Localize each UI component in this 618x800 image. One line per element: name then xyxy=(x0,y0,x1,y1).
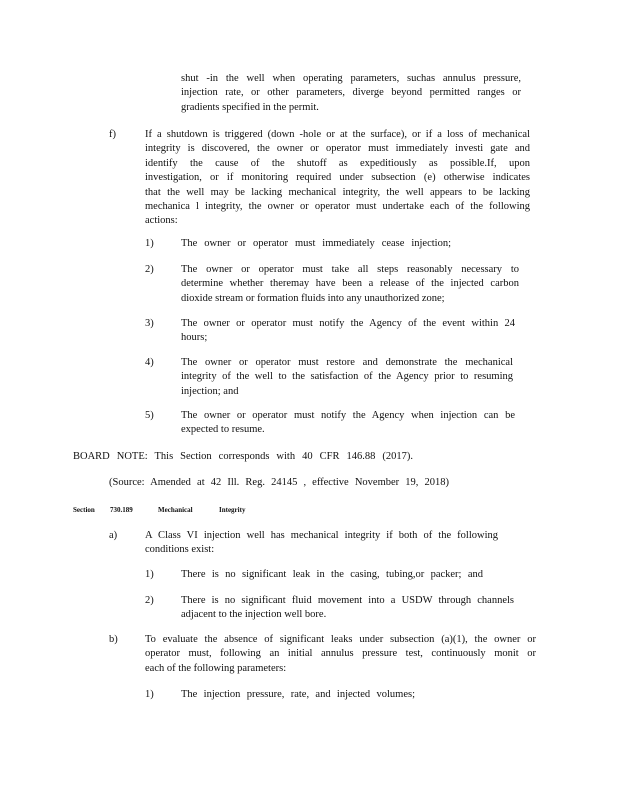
subitem-label: 1) xyxy=(145,569,154,580)
subitem-paragraph xyxy=(181,688,415,702)
subitem-paragraph xyxy=(181,317,515,346)
text-line: If a shutdown is triggered (down -hole or at the surface), or if a loss of mechanical xyxy=(145,129,530,140)
subitem-paragraph xyxy=(181,409,515,438)
text-line: actions: xyxy=(145,215,178,227)
item-f-paragraph xyxy=(145,128,530,229)
text-line: investigation, or if monitoring required under subsection (e) otherwise indicates xyxy=(145,172,530,184)
subitem-label: 5) xyxy=(145,410,154,421)
item-f-label: f) xyxy=(109,129,116,140)
text-line: To evaluate the absence of significant leaks under subsection (a)(1), the owner or xyxy=(145,634,536,645)
text-line: injection rate, or other parameters, diverge beyond permitted ranges or xyxy=(181,87,521,99)
text-line: gradients specified in the permit. xyxy=(181,101,319,113)
text-line: adjacent to the injection well bore. xyxy=(181,609,327,621)
text-line: each of the following parameters: xyxy=(145,662,287,674)
text-line: A Class VI injection well has mechanical integrity if both of the following xyxy=(145,530,498,541)
board-note-text: BOARD NOTE: This Section corresponds with 40 CFR 146.88 (2017). xyxy=(73,451,413,462)
text-line: injection; and xyxy=(181,385,239,397)
text-line: hours; xyxy=(181,332,208,344)
item-a-label: a) xyxy=(109,530,118,541)
text-line: There is no significant fluid movement into a USDW through channels xyxy=(181,595,514,606)
text-line: The owner or operator must notify the Agency when injection can be xyxy=(181,410,515,421)
text-line: integrity of the well to the satisfaction of the Agency prior to resuming xyxy=(181,371,513,383)
text-line: The owner or operator must notify the Agency of the event within 24 xyxy=(181,318,515,329)
text-line: determine whether theremay have been a release of the injected carbon xyxy=(181,278,519,290)
source-note xyxy=(109,476,449,490)
subitem-paragraph xyxy=(181,356,513,399)
section-label: Section xyxy=(73,506,95,514)
subitem-label: 2) xyxy=(145,595,154,606)
text-line: The owner or operator must restore and demonstrate the mechanical xyxy=(181,357,513,368)
subitem-paragraph xyxy=(181,568,483,582)
item-a-paragraph xyxy=(145,529,498,558)
subitem-label: 3) xyxy=(145,318,154,329)
subitem-paragraph xyxy=(181,594,514,623)
text-line: There is no significant leak in the casing, tubing,or packer; and xyxy=(181,569,483,580)
text-line: expected to resume. xyxy=(181,424,265,436)
text-line: integrity is discovered, the owner or operator must immediately investi gate and xyxy=(145,143,530,155)
text-line: identify the cause of the shutoff as expeditiously as possible.If, upon xyxy=(145,157,530,169)
text-line: mechanica l integrity, the owner or operator must undertake each of the following xyxy=(145,201,530,213)
section-title-word: Mechanical xyxy=(158,506,193,514)
subitem-label: 4) xyxy=(145,357,154,368)
section-number: 730.189 xyxy=(110,506,133,514)
subitem-label: 2) xyxy=(145,264,154,275)
subitem-paragraph xyxy=(181,263,519,306)
text-line: The owner or operator must immediately cease injection; xyxy=(181,238,451,249)
item-b-paragraph xyxy=(145,633,536,676)
subitem-label: 1) xyxy=(145,689,154,700)
board-note xyxy=(73,450,413,464)
text-line: operator must, following an initial annulus pressure test, continuously monit or xyxy=(145,648,536,660)
text-line: conditions exist: xyxy=(145,544,215,556)
item-b-label: b) xyxy=(109,634,118,645)
subitem-paragraph xyxy=(181,237,451,251)
text-line: that the well may be lacking mechanical integrity, the well appears to be lacking xyxy=(145,186,530,198)
text-line: dioxide stream or formation fluids into any unauthorized zone; xyxy=(181,292,445,304)
text-line: The owner or operator must take all steps reasonably necessary to xyxy=(181,264,519,275)
text-line: The injection pressure, rate, and injected volumes; xyxy=(181,689,415,700)
section-title-word: Integrity xyxy=(219,506,246,514)
text-line: shut -in the well when operating parameters, suchas annulus pressure, xyxy=(181,73,521,84)
source-text: (Source: Amended at 42 Ill. Reg. 24145 , effective November 19, 2018) xyxy=(109,477,449,488)
subitem-label: 1) xyxy=(145,238,154,249)
intro-paragraph xyxy=(181,72,521,115)
